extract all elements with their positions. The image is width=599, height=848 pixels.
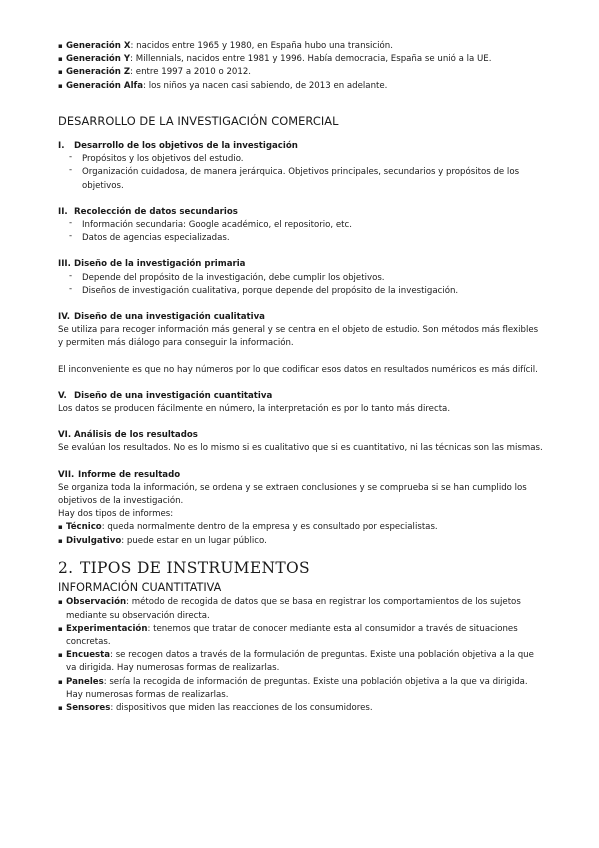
paragraph: Se utiliza para recoger información más general y se centra en el objeto de estudio. Son métodos más flexibles y permiten más diálogo para conseguir la información. xyxy=(58,325,539,349)
paragraph: Se evalúan los resultados. No es lo mismo si es cualitativo que si es cuantitativo, ni las técnicas son las mismas. xyxy=(58,443,543,454)
subheading: INFORMACIÓN CUANTITATIVA xyxy=(58,581,222,595)
report-types-list xyxy=(58,521,544,547)
dash-list xyxy=(58,272,544,298)
list-item: ▪ Paneles: sería la recogida de información de preguntas. Existe una población objetiva a la que va dirigida. Hay numerosas formas de realizarlas. xyxy=(58,676,544,702)
list-item: ▪ Encuesta: se recogen datos a través de la formulación de preguntas. Existe una población objetiva a la que va dirigida. Hay numerosas formas de realizarlas. xyxy=(58,649,544,675)
document-page xyxy=(58,40,544,715)
list-item: ▪ Generación Y: Millennials, nacidos entre 1981 y 1996. Había democracia, España se unió a la UE. xyxy=(58,53,544,66)
list-item: ▪ Generación X: nacidos entre 1965 y 1980, en España hubo una transición. xyxy=(58,40,544,53)
list-item: ▪ Generación Alfa: los niños ya nacen casi sabiendo, de 2013 en adelante. xyxy=(58,80,544,93)
paragraph: El inconveniente es que no hay números por lo que codificar esos datos en resultados numéricos es más difícil. xyxy=(58,364,538,375)
subsection-title: II. Recolección de datos secundarios xyxy=(58,206,238,217)
instruments-list xyxy=(58,596,544,715)
subsection-title: VII. Informe de resultado xyxy=(58,469,181,480)
list-item: ‐ Organización cuidadosa, de manera jerárquica. Objetivos principales, secundarios y propósitos de los objetivos. xyxy=(67,166,544,192)
section-heading: DESARROLLO DE LA INVESTIGACIÓN COMERCIAL xyxy=(58,113,339,128)
list-item: ▪ Divulgativo: puede estar en un lugar público. xyxy=(58,535,544,548)
subsection-title: IV. Diseño de una investigación cualitativa xyxy=(58,312,265,323)
generations-list xyxy=(58,40,544,93)
paragraph: Los datos se producen fácilmente en número, la interpretación es por lo tanto más directa. xyxy=(58,404,451,415)
list-item: ‐ Propósitos y los objetivos del estudio. xyxy=(67,153,544,166)
dash-list xyxy=(58,153,544,193)
list-item: ▪ Experimentación: tenemos que tratar de conocer mediante esta al consumidor a través de situaciones concretas. xyxy=(58,623,544,649)
list-item: ‐ Información secundaria: Google académico, el repositorio, etc. xyxy=(67,219,544,232)
subsection-title: III. Diseño de la investigación primaria xyxy=(58,259,246,270)
list-item: ▪ Observación: método de recogida de datos que se basa en registrar los comportamientos de los sujetos mediante su observación directa. xyxy=(58,596,544,622)
list-item: ‐ Datos de agencias especializadas. xyxy=(67,232,544,245)
subsection-title: V. Diseño de una investigación cuantitativa xyxy=(58,390,273,401)
list-item: ‐ Depende del propósito de la investigación, debe cumplir los objetivos. xyxy=(67,272,544,285)
list-item: ▪ Sensores: dispositivos que miden las reacciones de los consumidores. xyxy=(58,702,544,715)
paragraph: Hay dos tipos de informes: xyxy=(58,509,174,520)
list-item: ▪ Generación Z: entre 1997 a 2010 o 2012. xyxy=(58,66,544,79)
dash-list xyxy=(58,219,544,245)
subsection-title: I. Desarrollo de los objetivos de la investigación xyxy=(58,141,298,152)
paragraph: Se organiza toda la información, se ordena y se extraen conclusiones y se comprueba si se han cumplido los objetivos de la investigación. xyxy=(58,482,527,507)
list-item: ‐ Diseños de investigación cualitativa, porque depende del propósito de la investigación. xyxy=(67,285,544,298)
list-item: ▪ Técnico: queda normalmente dentro de la empresa y es consultado por especialistas. xyxy=(58,521,544,534)
chapter-heading: 2. TIPOS DE INSTRUMENTOS xyxy=(58,558,310,577)
subsection-title: VI. Análisis de los resultados xyxy=(58,430,198,441)
